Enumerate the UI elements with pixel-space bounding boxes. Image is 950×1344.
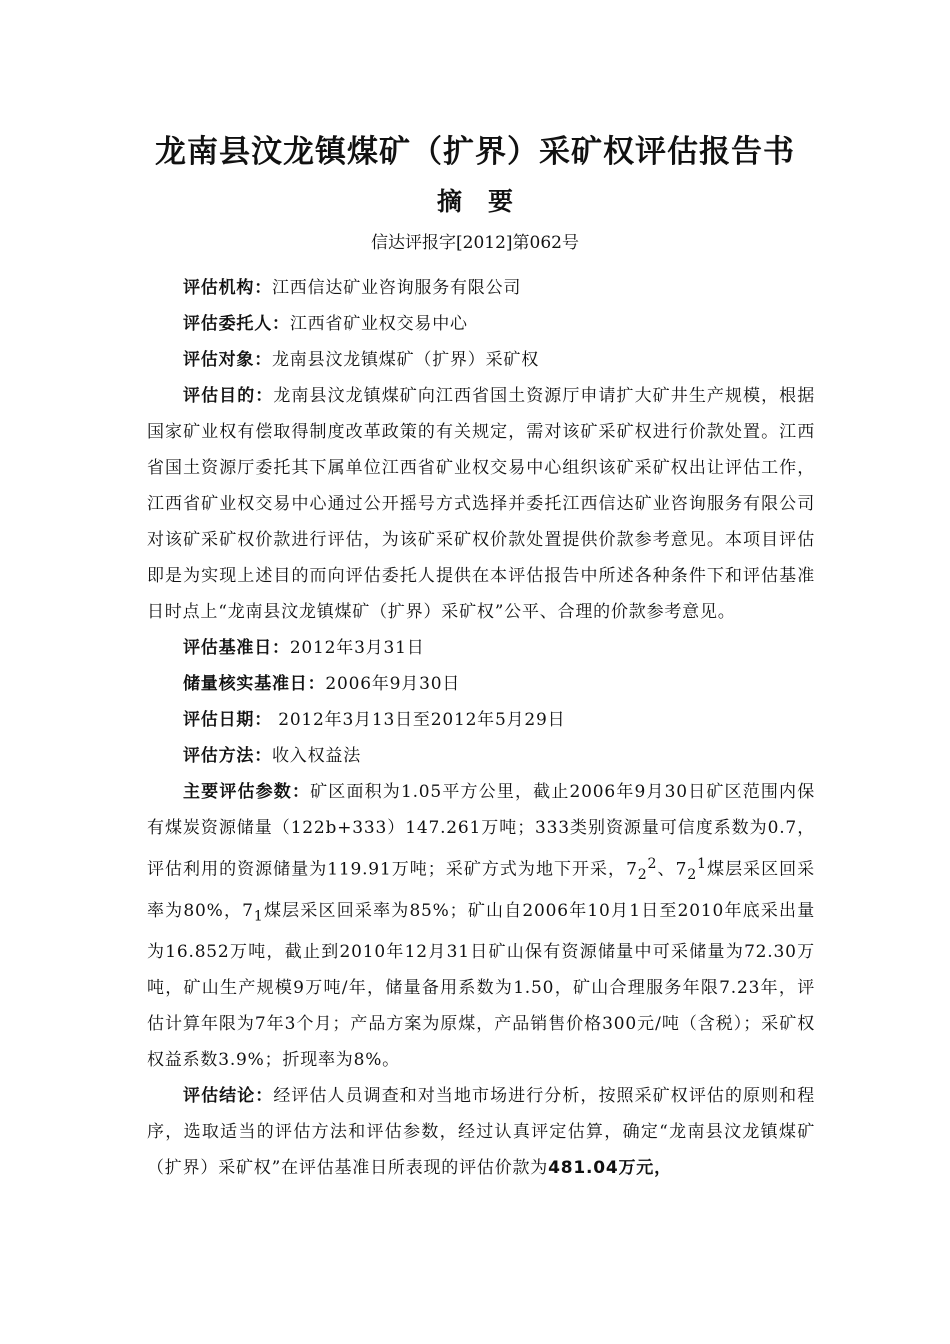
- field-label: 评估机构：: [183, 278, 272, 298]
- field-institution: [147, 270, 815, 306]
- field-value: 江西省矿业权交易中心: [289, 314, 468, 334]
- superscript: 2: [647, 856, 658, 872]
- field-value: 2012年3月13日至2012年5月29日: [272, 710, 566, 730]
- field-method: [147, 738, 815, 774]
- field-label: 主要评估参数：: [183, 782, 311, 802]
- field-label: 评估方法：: [183, 746, 272, 766]
- summary-body: [147, 270, 815, 1186]
- conclusion-amount: 481.04万元，: [548, 1158, 672, 1179]
- field-label: 评估目的：: [183, 386, 274, 406]
- field-label: 储量核实基准日：: [183, 674, 326, 694]
- document-title: 龙南县汶龙镇煤矿（扩界）采矿权评估报告书: [155, 134, 795, 170]
- field-parameters: [147, 774, 815, 1078]
- field-conclusion: [147, 1078, 815, 1186]
- params-text: 、7: [657, 859, 688, 880]
- params-text: 矿区面积为1.05平方公里，截止2006年9月30日矿区范围内保有煤炭资源储量（122b+333）147.261万吨；333类别资源量可信度系数为0.7，评估利用的资源储量为119.91万吨；采矿方式为地下开采，7: [147, 782, 815, 880]
- field-label: 评估委托人：: [183, 314, 290, 334]
- subscript: 2: [687, 867, 698, 884]
- field-base-date: [147, 630, 815, 666]
- field-label: 评估结论：: [183, 1086, 274, 1107]
- field-reserve-date: [147, 666, 815, 702]
- document-subtitle: 摘要: [436, 187, 539, 216]
- field-label: 评估对象：: [183, 350, 272, 370]
- subscript: 1: [253, 908, 264, 925]
- field-purpose: [147, 378, 815, 630]
- conclusion-text: 经评估人员调查和对当地市场进行分析，按照采矿权评估的原则和程序，选取适当的评估方法和评估参数，经过认真评定估算，确定“龙南县汶龙镇煤矿（扩界）采矿权”在评估基准日所表现的评估价款为: [147, 1086, 816, 1179]
- field-label: 评估基准日：: [183, 638, 290, 658]
- params-text: 煤层采区回采率为80%，7: [147, 859, 815, 922]
- document-number: 信达评报字[2012]第062号: [371, 233, 579, 253]
- field-value: 江西信达矿业咨询服务有限公司: [272, 278, 522, 298]
- field-value: 龙南县汶龙镇煤矿（扩界）采矿权: [272, 350, 539, 370]
- field-value: 收入权益法: [272, 746, 361, 766]
- field-value: 2006年9月30日: [325, 674, 461, 694]
- field-client: [147, 306, 815, 342]
- params-text: 煤层采区回采率为85%；矿山自2006年10月1日至2010年底采出量为16.852万吨，截止到2010年12月31日矿山保有资源储量中可采储量为72.30万吨，矿山生产规模9万吨/年，储量备用系数为1.50，矿山合理服务年限7.23年，评估计算年限为7年3个月；产品方案为原煤，产品销售价格300元/吨（含税）；采矿权权益系数3.9%；折现率为8%。: [147, 901, 815, 1071]
- field-object: [147, 342, 815, 378]
- subscript: 2: [637, 867, 648, 884]
- field-label: 评估日期：: [183, 710, 272, 730]
- superscript: 1: [697, 856, 707, 872]
- field-value: 2012年3月31日: [289, 638, 425, 658]
- field-eval-period: [147, 702, 815, 738]
- field-value: 龙南县汶龙镇煤矿向江西省国土资源厅申请扩大矿井生产规模，根据国家矿业权有偿取得制度改革政策的有关规定，需对该矿采矿权进行价款处置。江西省国土资源厅委托其下属单位江西省矿业权交易中心组织该矿采矿权出让评估工作，江西省矿业权交易中心通过公开摇号方式选择并委托江西信达矿业咨询服务有限公司对该矿采矿权价款进行评估，为该矿采矿权价款处置提供价款参考意见。本项目评估即是为实现上述目的而向评估委托人提供在本评估报告中所述各种条件下和评估基准日时点上“龙南县汶龙镇煤矿（扩界）采矿权”公平、合理的价款参考意见。: [147, 386, 816, 622]
